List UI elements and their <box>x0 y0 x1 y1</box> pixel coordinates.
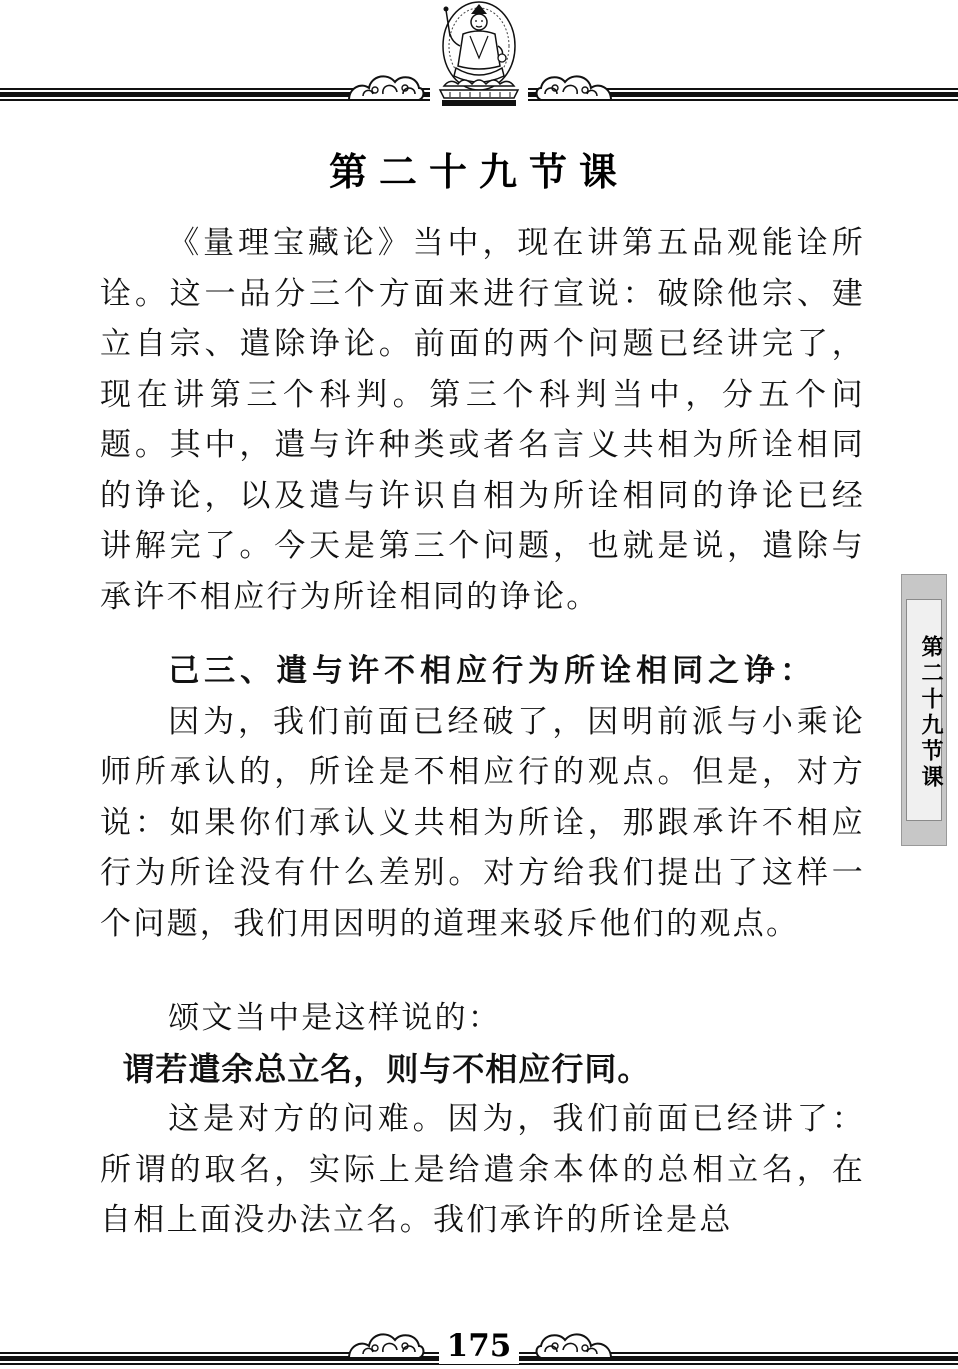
paragraph: 《量理宝藏论》当中，现在讲第五品观能诠所诠。这一品分三个方面来进行宣说：破除他宗、建立自宗、遣除诤论。前面的两个问题已经讲完了，现在讲第三个科判。第三个科判当中，分五个问题。其中，遣与许种类或者名言义共相为所诠相同的诤论，以及遣与许识自相为所诠相同的诤论已经讲解完了。今天是第三个问题，也就是说，遣除与承许不相应行为所诠相同的诤论。 <box>100 225 865 615</box>
paragraph: 颂文当中是这样说的： <box>168 1000 502 1036</box>
paragraph: 这是对方的问难。因为，我们前面已经讲了：所谓的取名，实际上是给遣余本体的总相立名，在自相上面没办法立名。我们承许的所诠是总 <box>100 1101 865 1238</box>
page-number-text: 175 <box>439 1328 520 1364</box>
padmasambhava-icon <box>430 0 528 108</box>
root-verse: 谓若遣余总立名，则与不相应行同。 <box>122 1049 651 1088</box>
section-heading: 己三、遣与许不相应行为所诠相同之诤： <box>168 653 817 689</box>
page-title: 第二十九节课 <box>328 150 629 194</box>
page-number <box>0 1328 958 1364</box>
chapter-side-tab <box>901 574 947 846</box>
cloud-scroll-icon <box>533 66 615 104</box>
cloud-scroll-icon <box>345 66 427 104</box>
side-tab-label: 第二十九节课 <box>918 635 943 791</box>
paragraph: 因为，我们前面已经破了，因明前派与小乘论师所承认的，所诠是不相应行的观点。但是，对方说：如果你们承认义共相为所诠，那跟承许不相应行为所诠没有什么差别。对方给我们提出了这样一个问题，我们用因明的道理来驳斥他们的观点。 <box>100 703 865 942</box>
lecture-text <box>100 218 865 1246</box>
